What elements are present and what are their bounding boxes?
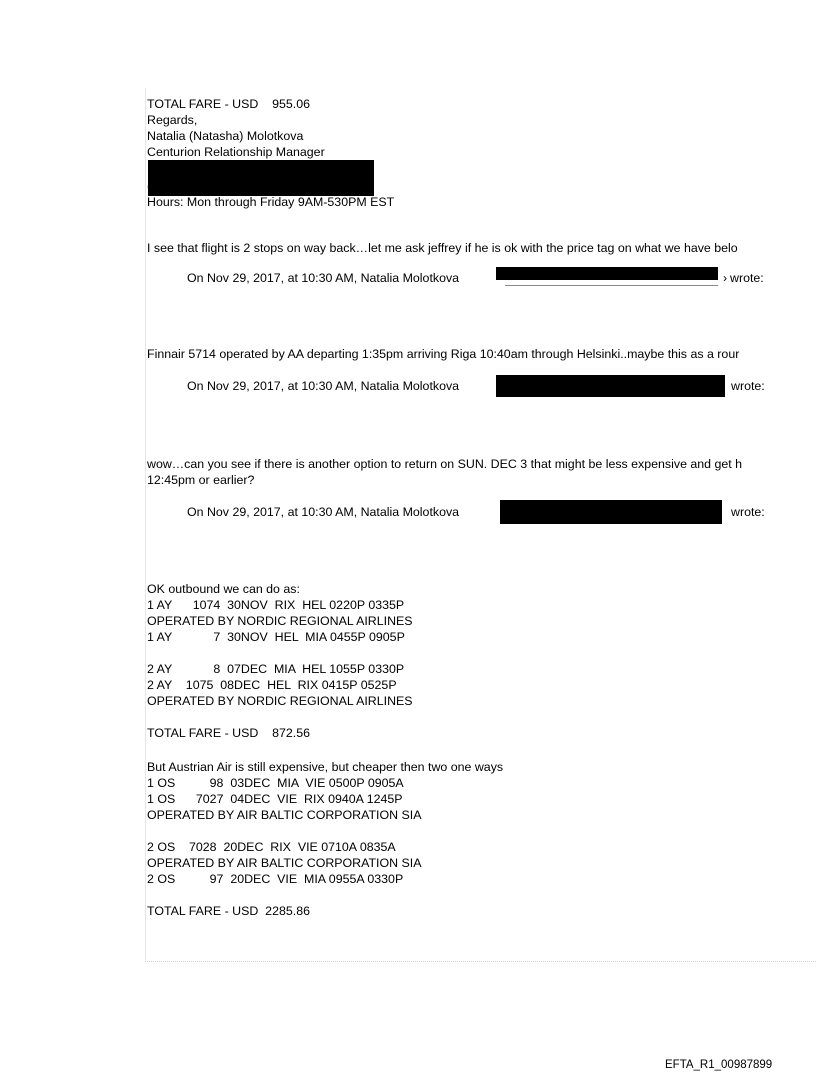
redaction-email-1 bbox=[496, 267, 718, 280]
wrote-label-2: wrote: bbox=[731, 379, 765, 393]
arrow-glyph-1: › bbox=[723, 271, 728, 285]
quote-header-3: On Nov 29, 2017, at 10:30 AM, Natalia Molotkova bbox=[187, 505, 460, 519]
redaction-email-3 bbox=[500, 500, 722, 524]
flight-segment: 1 OS 7027 04DEC VIE RIX 0940A 1245P bbox=[147, 792, 403, 806]
redaction-contact-info bbox=[148, 160, 374, 196]
office-hours: Hours: Mon through Friday 9AM-530PM EST bbox=[147, 195, 395, 209]
quote-header-1: On Nov 29, 2017, at 10:30 AM, Natalia Molotkova bbox=[187, 271, 460, 285]
austrian-intro: But Austrian Air is still expensive, but cheaper then two one ways bbox=[147, 760, 504, 774]
flight-segment: 2 OS 97 20DEC VIE MIA 0955A 0330P bbox=[147, 872, 404, 886]
email-body-frame bbox=[145, 88, 816, 962]
operated-by-line: OPERATED BY AIR BALTIC CORPORATION SIA bbox=[147, 808, 422, 822]
flight-segment: 2 AY 1075 08DEC HEL RIX 0415P 0525P bbox=[147, 678, 397, 692]
reply-body-2: Finnair 5714 operated by AA departing 1:35pm arriving Riga 10:40am through Helsinki..maybe this as a rour bbox=[147, 347, 740, 361]
regards-line: Regards, bbox=[147, 113, 198, 127]
operated-by-line: OPERATED BY NORDIC REGIONAL AIRLINES bbox=[147, 694, 413, 708]
email-underline-1 bbox=[505, 285, 718, 286]
operated-by-line: OPERATED BY NORDIC REGIONAL AIRLINES bbox=[147, 614, 413, 628]
reply-body-1: I see that flight is 2 stops on way back…let me ask jeffrey if he is ok with the price tag on what we have belo bbox=[147, 241, 738, 255]
wrote-label-3: wrote: bbox=[731, 505, 765, 519]
reply-body-3-line1: wow…can you see if there is another option to return on SUN. DEC 3 that might be less expensive and get h bbox=[147, 457, 743, 471]
reply-body-3-line2: 12:45pm or earlier? bbox=[147, 473, 255, 487]
flight-segment: 1 AY 7 30NOV HEL MIA 0455P 0905P bbox=[147, 630, 405, 644]
operated-by-line: OPERATED BY AIR BALTIC CORPORATION SIA bbox=[147, 856, 422, 870]
flight-segment: 2 AY 8 07DEC MIA HEL 1055P 0330P bbox=[147, 662, 405, 676]
quote-header-2: On Nov 29, 2017, at 10:30 AM, Natalia Molotkova bbox=[187, 379, 460, 393]
previous-fare-line: TOTAL FARE - USD 955.06 bbox=[147, 97, 310, 111]
sender-name: Natalia (Natasha) Molotkova bbox=[147, 129, 304, 143]
itinerary-intro: OK outbound we can do as: bbox=[147, 582, 300, 596]
flight-segment: 2 OS 7028 20DEC RIX VIE 0710A 0835A bbox=[147, 840, 396, 854]
sender-title: Centurion Relationship Manager bbox=[147, 145, 325, 159]
flight-segment: 1 AY 1074 30NOV RIX HEL 0220P 0335P bbox=[147, 598, 405, 612]
flight-segment: 1 OS 98 03DEC MIA VIE 0500P 0905A bbox=[147, 776, 404, 790]
document-id: EFTA_R1_00987899 bbox=[665, 1059, 773, 1071]
total-fare-ay: TOTAL FARE - USD 872.56 bbox=[147, 726, 310, 740]
total-fare-os: TOTAL FARE - USD 2285.86 bbox=[147, 904, 310, 918]
wrote-label-1: wrote: bbox=[730, 271, 764, 285]
redaction-email-2 bbox=[496, 375, 725, 397]
